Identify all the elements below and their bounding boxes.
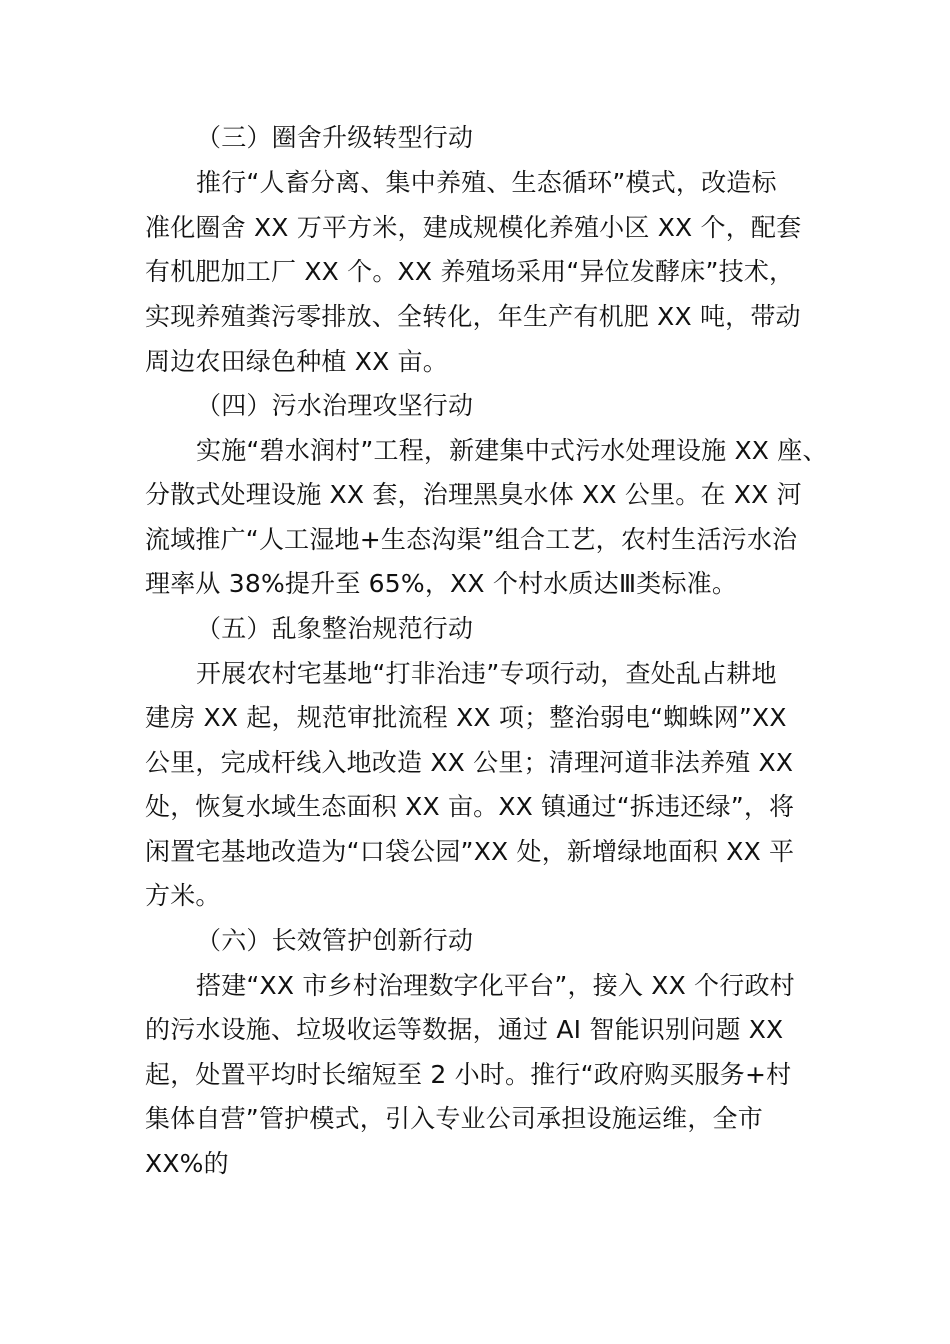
paragraph-line: 实施“碧水润村”工程，新建集中式污水处理设施 XX 座、: [196, 436, 828, 465]
paragraph-line: 周边农田绿色种植 XX 亩。: [145, 347, 448, 376]
section-heading-5: （五）乱象整治规范行动: [196, 614, 474, 643]
paragraph-line: 起，处置平均时长缩短至 2 小时。推行“政府购买服务+村: [145, 1060, 792, 1089]
paragraph-line: 搭建“XX 市乡村治理数字化平台”，接入 XX 个行政村: [196, 971, 795, 1000]
paragraph-line: 公里，完成杆线入地改造 XX 公里；清理河道非法养殖 XX: [145, 748, 794, 777]
paragraph-line: 建房 XX 起，规范审批流程 XX 项；整治弱电“蜘蛛网”XX: [145, 703, 787, 732]
paragraph-line: 处，恢复水域生态面积 XX 亩。XX 镇通过“拆违还绿”，将: [145, 792, 795, 821]
paragraph-line: 推行“人畜分离、集中养殖、生态循环”模式，改造标: [196, 168, 777, 197]
paragraph-line: 集体自营”管护模式，引入专业公司承担设施运维，全市: [145, 1104, 763, 1133]
paragraph-line: 流域推广“人工湿地+生态沟渠”组合工艺，农村生活污水治: [145, 525, 798, 554]
paragraph-line: 方米。: [145, 881, 221, 910]
paragraph-line: 分散式处理设施 XX 套，治理黑臭水体 XX 公里。在 XX 河: [145, 480, 802, 509]
section-heading-4: （四）污水治理攻坚行动: [196, 391, 474, 420]
paragraph-line: 的污水设施、垃圾收运等数据，通过 AI 智能识别问题 XX: [145, 1015, 784, 1044]
paragraph-line: 有机肥加工厂 XX 个。XX 养殖场采用“异位发酵床”技术，: [145, 257, 795, 286]
paragraph-line: 闲置宅基地改造为“口袋公园”XX 处，新增绿地面积 XX 平: [145, 837, 795, 866]
section-heading-6: （六）长效管护创新行动: [196, 926, 474, 955]
paragraph-line: 理率从 38%提升至 65%，XX 个村水质达Ⅲ类标准。: [145, 569, 738, 598]
paragraph-line: 实现养殖粪污零排放、全转化，年生产有机肥 XX 吨，带动: [145, 302, 801, 331]
paragraph-line: 开展农村宅基地“打非治违”专项行动，查处乱占耕地: [196, 659, 777, 688]
paragraph-line: 准化圈舍 XX 万平方米，建成规模化养殖小区 XX 个，配套: [145, 213, 802, 242]
paragraph-line: XX%的: [145, 1149, 229, 1178]
section-heading-3: （三）圈舍升级转型行动: [196, 123, 474, 152]
